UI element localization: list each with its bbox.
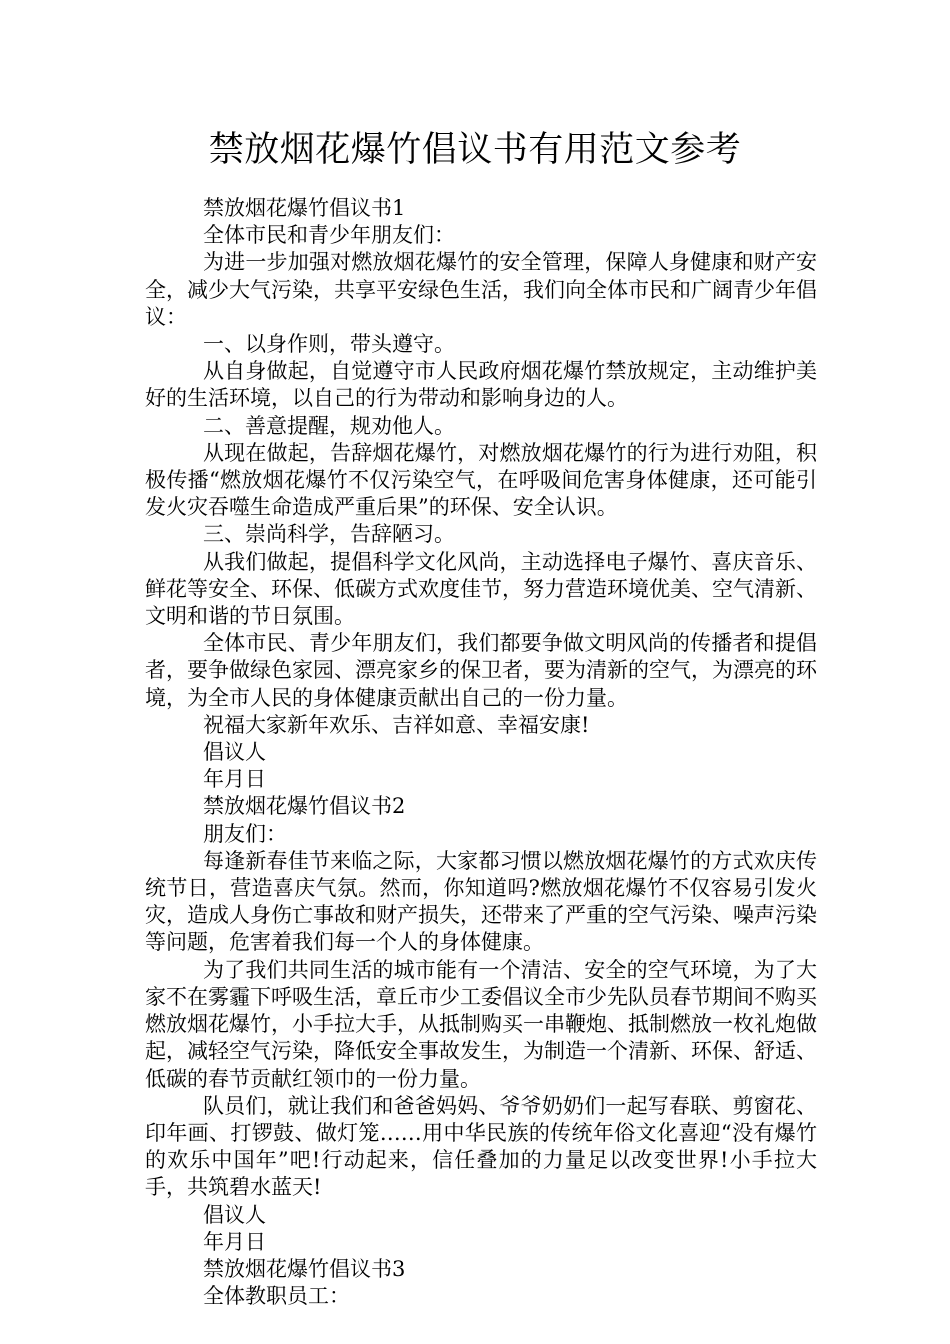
- salutation: 全体市民和青少年朋友们：: [203, 223, 455, 248]
- heading-proposal-1: 禁放烟花爆竹倡议书1: [203, 196, 406, 220]
- salutation: 全体教职员工：: [203, 1284, 350, 1309]
- signature-date: 年月日: [203, 1229, 266, 1254]
- document-body: [145, 195, 817, 1310]
- paragraph: 全体市民、青少年朋友们，我们都要争做文明风尚的传播者和提倡者，要争做绿色家园、漂亮家乡的保卫者，要为清新的空气，为漂亮的环境，为全市人民的身体健康贡献出自己的一份力量。: [145, 631, 817, 710]
- paragraph: 从现在做起，告辞烟花爆竹，对燃放烟花爆竹的行为进行劝阻，积极传播“燃放烟花爆竹不仅污染空气，在呼吸间危害身体健康，还可能引发火灾吞噬生命造成严重后果”的环保、安全认识。: [145, 440, 817, 520]
- section-heading: 一、以身作则，带头遵守。: [203, 332, 455, 357]
- blessing: 祝福大家新年欢乐、吉祥如意、幸福安康!: [203, 712, 590, 737]
- paragraph: 从我们做起，提倡科学文化风尚，主动选择电子爆竹、喜庆音乐、鲜花等安全、环保、低碳方式欢度佳节，努力营造环境优美、空气清新、文明和谐的节日氛围。: [145, 549, 817, 629]
- heading-proposal-3: 禁放烟花爆竹倡议书3: [203, 1256, 406, 1281]
- section-heading: 三、崇尚科学，告辞陋习。: [203, 522, 455, 547]
- document-title: 禁放烟花爆竹倡议书有用范文参考: [208, 130, 742, 170]
- signature-date: 年月日: [203, 767, 266, 792]
- salutation: 朋友们：: [203, 821, 287, 846]
- signature-proposer: 倡议人: [203, 740, 266, 765]
- paragraph: 队员们，就让我们和爸爸妈妈、爷爷奶奶们一起写春联、剪窗花、印年画、打锣鼓、做灯笼……用中华民族的传统年俗文化喜迎“没有爆竹的欢乐中国年”吧!行动起来，信任叠加的力量足以改变世界!小手拉大手，共筑碧水蓝天!: [145, 1093, 817, 1200]
- signature-proposer: 倡议人: [203, 1202, 266, 1227]
- paragraph: 为了我们共同生活的城市能有一个清洁、安全的空气环境，为了大家不在雾霾下呼吸生活，章丘市少工委倡议全市少先队员春节期间不购买燃放烟花爆竹，小手拉大手，从抵制购买一串鞭炮、抵制燃放一枚礼炮做起，减轻空气污染，降低安全事故发生，为制造一个清新、环保、舒适、低碳的春节贡献红领巾的一份力量。: [145, 957, 817, 1091]
- section-heading: 二、善意提醒，规劝他人。: [203, 413, 455, 438]
- paragraph: 每逢新春佳节来临之际，大家都习惯以燃放烟花爆竹的方式欢庆传统节日，营造喜庆气氛。然而，你知道吗?燃放烟花爆竹不仅容易引发火灾，造成人身伤亡事故和财产损失，还带来了严重的空气污染、噪声污染等问题，危害着我们每一个人的身体健康。: [145, 848, 817, 955]
- paragraph: 从自身做起，自觉遵守市人民政府烟花爆竹禁放规定，主动维护美好的生活环境，以自己的行为带动和影响身边的人。: [145, 359, 817, 411]
- heading-proposal-2: 禁放烟花爆竹倡议书2: [203, 794, 406, 819]
- paragraph: 为进一步加强对燃放烟花爆竹的安全管理，保障人身健康和财产安全，减少大气污染，共享平安绿色生活，我们向全体市民和广阔青少年倡议：: [145, 250, 817, 329]
